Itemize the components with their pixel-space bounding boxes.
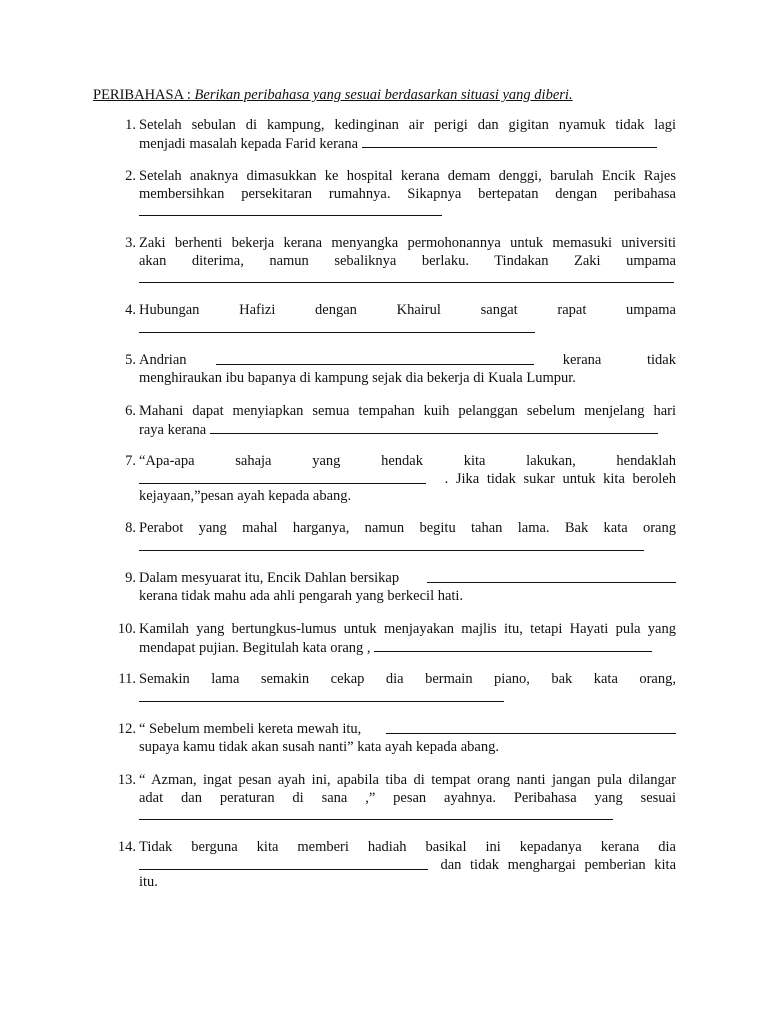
question-text: “ Sebelum membeli kereta mewah itu, xyxy=(139,721,362,737)
question-text: membersihkan persekitaran rumahnya. Sikapnya bertepatan dengan peribahasa xyxy=(139,185,676,202)
question-text: raya kerana xyxy=(139,421,207,438)
question-number: 2. xyxy=(125,168,136,184)
question-text: “Apa-apa sahaja yang hendak kita lakukan, hendaklah xyxy=(139,453,676,469)
answer-blank[interactable] xyxy=(139,538,644,551)
question-text: kejayaan,”pesan ayah kepada abang. xyxy=(139,488,352,504)
question-text: Perabot yang mahal harganya, namun begitu tahan lama. Bak kata orang xyxy=(139,520,676,536)
worksheet-title xyxy=(93,87,653,104)
title-label: PERIBAHASA : xyxy=(93,87,191,103)
answer-blank[interactable] xyxy=(139,857,428,870)
question-number: 5. xyxy=(125,352,136,368)
question-text: menjadi masalah kepada Farid kerana xyxy=(139,135,359,152)
question-text: Setelah sebulan di kampung, kedinginan air perigi dan gigitan nyamuk tidak lagi xyxy=(139,117,676,133)
question-text: Setelah anaknya dimasukkan ke hospital kerana demam denggi, barulah Encik Rajes xyxy=(139,168,676,184)
question-text: adat dan peraturan di sana ,” pesan ayahnya. Peribahasa yang sesuai xyxy=(139,789,676,806)
question-text: Mahani dapat menyiapkan semua tempahan kuih pelanggan sebelum menjelang hari xyxy=(139,403,676,419)
question-number: 9. xyxy=(125,570,136,586)
question-number: 6. xyxy=(125,403,136,419)
answer-blank[interactable] xyxy=(139,471,426,484)
question-number: 10. xyxy=(117,621,136,637)
question-text: . Jika tidak sukar untuk kita beroleh xyxy=(444,470,676,487)
question-text: mendapat pujian. Begitulah kata orang , xyxy=(139,639,371,656)
question-number: 14. xyxy=(117,839,136,855)
question-text: Kamilah yang bertungkus-lumus untuk menjayakan majlis itu, tetapi Hayati pula yang xyxy=(139,621,676,637)
answer-blank[interactable] xyxy=(139,689,504,702)
question-text-line xyxy=(139,135,676,153)
answer-blank[interactable] xyxy=(139,807,613,820)
question-text: akan diterima, namun sebaliknya berlaku. Tindakan Zaki umpama xyxy=(139,252,676,269)
question-text: menghiraukan ibu bapanya di kampung sejak dia bekerja di Kuala Lumpur. xyxy=(139,369,576,386)
answer-blank[interactable] xyxy=(139,320,535,333)
question-text: dan tidak menghargai pemberian kita xyxy=(440,856,676,873)
question-number: 3. xyxy=(125,235,136,251)
question-number: 8. xyxy=(125,520,136,536)
answer-blank[interactable] xyxy=(386,721,676,734)
question-number: 13. xyxy=(117,772,136,788)
answer-blank[interactable] xyxy=(139,270,674,283)
question-text: Zaki berhenti bekerja kerana menyangka permohonannya untuk memasuki universiti xyxy=(139,235,676,251)
question-text: “ Azman, ingat pesan ayah ini, apabila tiba di tempat orang nanti jangan pula dilangar xyxy=(139,772,676,788)
answer-blank[interactable] xyxy=(216,352,534,365)
question-number: 1. xyxy=(125,117,136,133)
question-text: Hubungan Hafizi dengan Khairul sangat rapat umpama xyxy=(139,302,676,318)
question-text: Semakin lama semakin cekap dia bermain piano, bak kata orang, xyxy=(139,671,676,687)
title-instruction: Berikan peribahasa yang sesuai berdasarkan situasi yang diberi. xyxy=(194,87,573,103)
question-number: 12. xyxy=(117,721,136,737)
question-text: Tidak berguna kita memberi hadiah basikal ini kepadanya kerana dia xyxy=(139,839,676,855)
question-text: kerana tidak mahu ada ahli pengarah yang berkecil hati. xyxy=(139,587,464,604)
answer-blank[interactable] xyxy=(362,135,657,148)
question-text: Andrian xyxy=(139,352,187,368)
answer-blank[interactable] xyxy=(139,203,442,216)
answer-blank[interactable] xyxy=(210,421,658,434)
answer-blank[interactable] xyxy=(427,570,676,583)
question-number: 11. xyxy=(118,671,136,687)
question-text: Dalam mesyuarat itu, Encik Dahlan bersikap xyxy=(139,570,400,586)
question-text: itu. xyxy=(139,874,158,890)
question-number: 7. xyxy=(125,453,136,469)
answer-blank[interactable] xyxy=(374,639,652,652)
question-text: supaya kamu tidak akan susah nanti” kata ayah kepada abang. xyxy=(139,738,499,755)
question-number: 4. xyxy=(125,302,136,318)
question-text: kerana tidak xyxy=(562,352,676,368)
